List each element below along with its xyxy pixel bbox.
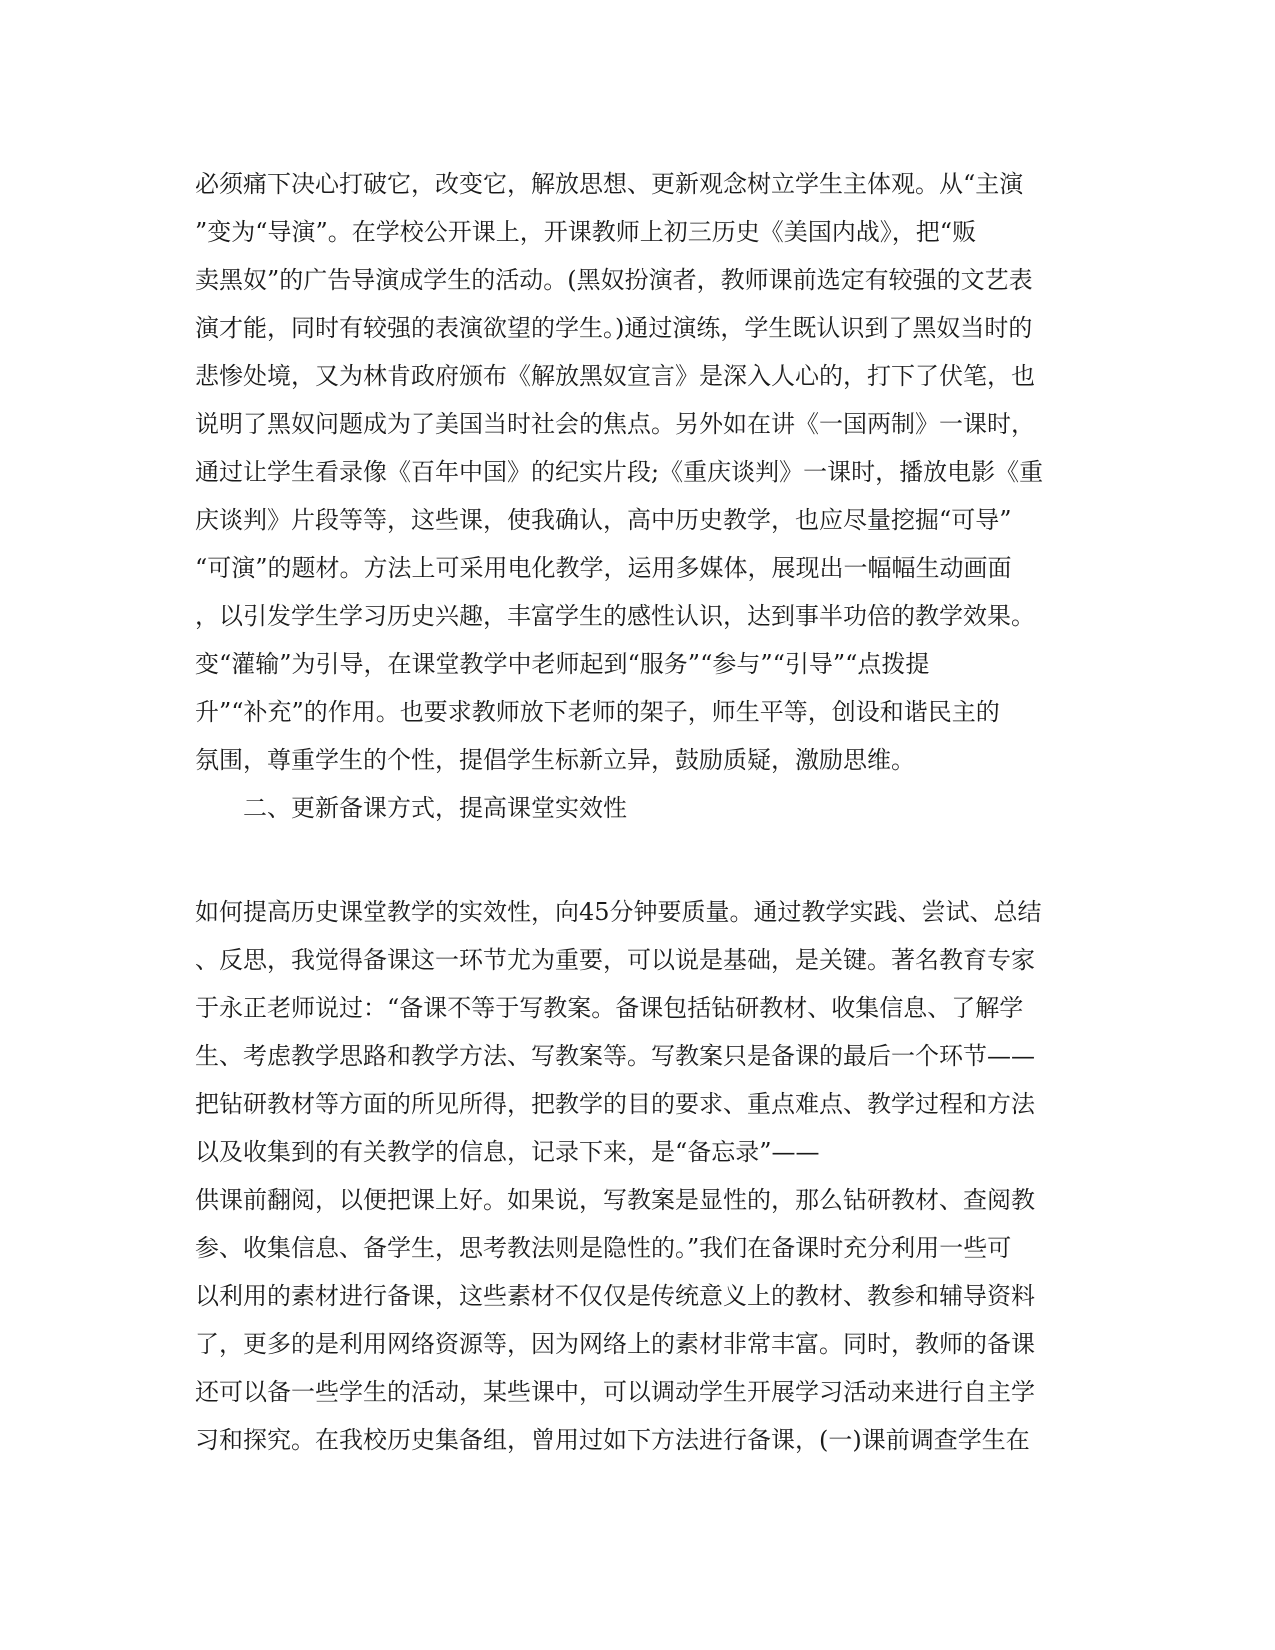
- text-line: 以利用的素材进行备课，这些素材不仅仅是传统意义上的教材、教参和辅导资料: [195, 1282, 1035, 1310]
- text-line: 氛围，尊重学生的个性，提倡学生标新立异，鼓励质疑，激励思维。: [195, 746, 915, 774]
- text-line: 悲惨处境，又为林肯政府颁布《解放黑奴宣言》是深入人心的，打下了伏笔，也: [195, 362, 1035, 390]
- text-line: “可演”的题材。方法上可采用电化教学，运用多媒体，展现出一幅幅生动画面: [195, 554, 1012, 582]
- text-line: 参、收集信息、备学生，思考教法则是隐性的。”我们在备课时充分利用一些可: [195, 1234, 1012, 1262]
- text-line: 还可以备一些学生的活动，某些课中，可以调动学生开展学习活动来进行自主学: [195, 1378, 1035, 1406]
- text-line: 习和探究。在我校历史集备组，曾用过如下方法进行备课，(一)课前调查学生在: [195, 1426, 1030, 1454]
- text-line: 必须痛下决心打破它，改变它，解放思想、更新观念树立学生主体观。从“主演: [195, 170, 1024, 198]
- text-line: 升”“补充”的作用。也要求教师放下老师的架子，师生平等，创设和谐民主的: [195, 698, 1000, 726]
- text-line: 卖黑奴”的广告导演成学生的活动。(黑奴扮演者，教师课前选定有较强的文艺表: [195, 266, 1033, 294]
- text-line: 、反思，我觉得备课这一环节尤为重要，可以说是基础，是关键。著名教育专家: [195, 946, 1035, 974]
- text-line: ”变为“导演”。在学校公开课上，开课教师上初三历史《美国内战》，把“贩: [195, 218, 977, 246]
- text-line: 生、考虑教学思路和教学方法、写教案等。写教案只是备课的最后一个环节——: [195, 1042, 1035, 1070]
- text-line: ，以引发学生学习历史兴趣，丰富学生的感性认识，达到事半功倍的教学效果。: [195, 602, 1035, 630]
- text-line: 变“灌输”为引导，在课堂教学中老师起到“服务”“参与”“引导”“点拨提: [195, 650, 930, 678]
- text-line: 于永正老师说过：“备课不等于写教案。备课包括钻研教材、收集信息、了解学: [195, 994, 1024, 1022]
- paragraph-1: [195, 160, 1095, 784]
- text-line: 演才能，同时有较强的表演欲望的学生。)通过演练，学生既认识到了黑奴当时的: [195, 314, 1033, 342]
- section-heading: 二、更新备课方式，提高课堂实效性: [243, 794, 627, 822]
- text-line: 了，更多的是利用网络资源等，因为网络上的素材非常丰富。同时，教师的备课: [195, 1330, 1035, 1358]
- text-line: 通过让学生看录像《百年中国》的纪实片段;《重庆谈判》一课时，播放电影《重: [195, 458, 1044, 486]
- text-line: 供课前翻阅，以便把课上好。如果说，写教案是显性的，那么钻研教材、查阅教: [195, 1186, 1035, 1214]
- text-line: 以及收集到的有关教学的信息，记录下来，是“备忘录”——: [195, 1138, 820, 1166]
- text-line: 把钻研教材等方面的所见所得，把教学的目的要求、重点难点、教学过程和方法: [195, 1090, 1035, 1118]
- text-line: 如何提高历史课堂教学的实效性，向45分钟要质量。通过教学实践、尝试、总结: [195, 898, 1042, 926]
- paragraph-2: [195, 888, 1095, 1464]
- text-line: 庆谈判》片段等等，这些课，使我确认，高中历史教学，也应尽量挖掘“可导”: [195, 506, 1012, 534]
- text-line: 说明了黑奴问题成为了美国当时社会的焦点。另外如在讲《一国两制》一课时，: [195, 410, 1035, 438]
